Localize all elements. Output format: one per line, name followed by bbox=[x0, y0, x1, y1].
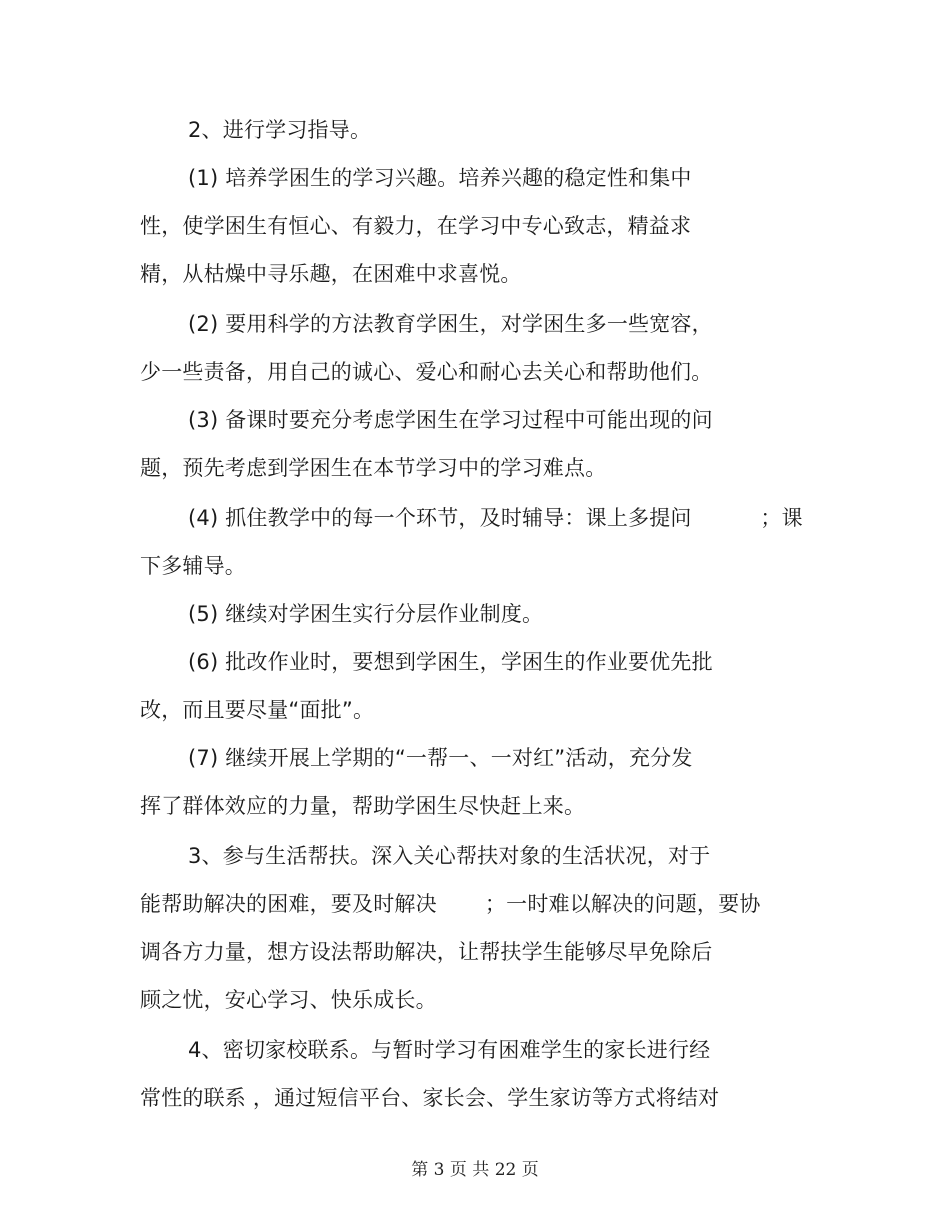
paragraph-line: 3、参与生活帮扶。深入关心帮扶对象的生活状况，对于 bbox=[188, 844, 711, 868]
paragraph-line: 挥了群体效应的力量，帮助学困生尽快赶上来。 bbox=[140, 794, 586, 818]
page-footer: 第 3 页 共 22 页 bbox=[411, 1160, 539, 1180]
paragraph-line: (4) 抓住教学中的每一个环节，及时辅导：课上多提问 ；课 bbox=[188, 506, 803, 530]
paragraph-line: 精，从枯燥中寻乐趣，在困难中求喜悦。 bbox=[140, 262, 522, 286]
paragraph-line: 顾之忧，安心学习、快乐成长。 bbox=[140, 988, 437, 1012]
paragraph-line: (6) 批改作业时，要想到学困生，学困生的作业要优先批 bbox=[188, 650, 713, 674]
paragraph-line: 能帮助解决的困难，要及时解决 ；一时难以解决的问题，要协 bbox=[140, 892, 761, 916]
paragraph-line: 常性的联系 ，通过短信平台、家长会、学生家访等方式将结对 bbox=[140, 1086, 720, 1110]
paragraph-line: (5) 继续对学困生实行分层作业制度。 bbox=[188, 602, 544, 626]
paragraph-line: 改，而且要尽量“面批”。 bbox=[140, 698, 375, 722]
paragraph-line: (3) 备课时要充分考虑学困生在学习过程中可能出现的问 bbox=[188, 408, 713, 432]
paragraph-line: (1) 培养学困生的学习兴趣。培养兴趣的稳定性和集中 bbox=[188, 166, 692, 190]
paragraph-line: (7) 继续开展上学期的“一帮一、一对红”活动，充分发 bbox=[188, 746, 693, 770]
paragraph-line: 下多辅导。 bbox=[140, 554, 246, 578]
paragraph-line: (2) 要用科学的方法教育学困生，对学困生多一些宽容， bbox=[188, 312, 713, 336]
heading-line: 2、进行学习指导。 bbox=[188, 118, 372, 142]
paragraph-line: 4、密切家校联系。与暂时学习有困难学生的家长进行经 bbox=[188, 1038, 711, 1062]
paragraph-line: 题，预先考虑到学困生在本节学习中的学习难点。 bbox=[140, 456, 607, 480]
paragraph-line: 调各方力量，想方设法帮助解决，让帮扶学生能够尽早免除后 bbox=[140, 940, 713, 964]
paragraph-line: 性，使学困生有恒心、有毅力，在学习中专心致志，精益求 bbox=[140, 214, 692, 238]
paragraph-line: 少一些责备，用自己的诚心、爱心和耐心去关心和帮助他们。 bbox=[140, 360, 713, 384]
